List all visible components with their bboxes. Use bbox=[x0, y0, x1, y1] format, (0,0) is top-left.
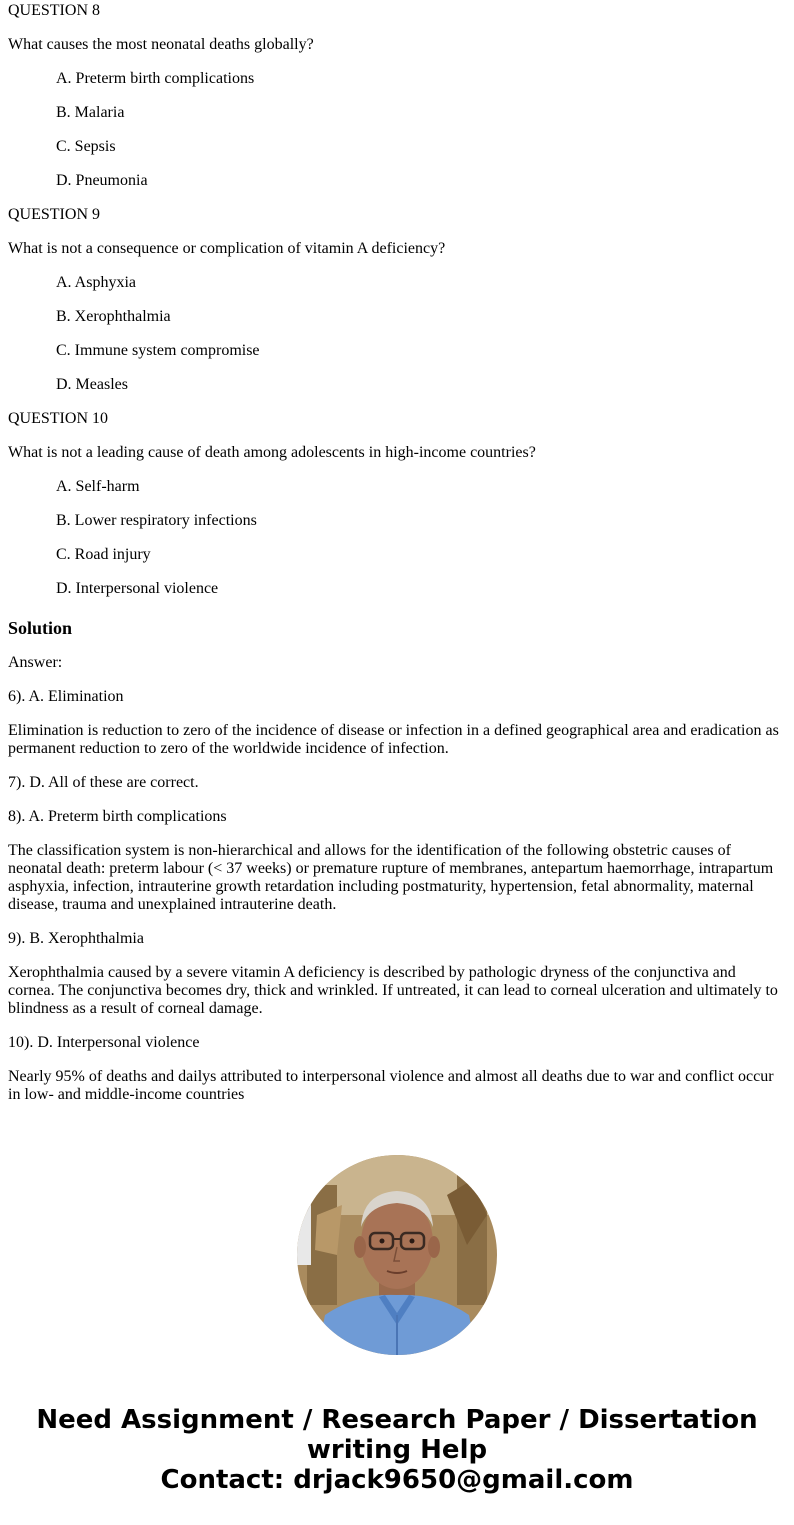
answer-option: A. Asphyxia bbox=[56, 274, 136, 291]
question-heading: QUESTION 8 bbox=[8, 2, 100, 19]
solution-paragraph: 10). D. Interpersonal violence bbox=[8, 1034, 200, 1051]
answer-option: D. Interpersonal violence bbox=[56, 580, 219, 597]
solution-paragraph: 9). B. Xerophthalmia bbox=[8, 930, 144, 947]
answer-option: D. Pneumonia bbox=[56, 172, 148, 189]
solution-paragraph: Elimination is reduction to zero of the incidence of disease or infection in a defined geographical area and eradication as permanent reduction to zero of the worldwide incidence of infection. bbox=[8, 722, 779, 757]
question-heading: QUESTION 10 bbox=[8, 410, 108, 427]
avatar-portrait-icon bbox=[297, 1155, 497, 1355]
solution-paragraph: The classification system is non-hierarchical and allows for the identification of the following obstetric causes of neonatal death: preterm labour (< 37 weeks) or premature rupture of membranes, antepartum haemorrhage, intrapartum asphyxia, infection, intrauterine growth retardation including postmaturity, hypertension, fetal abnormality, maternal disease, trauma and unexplained intrauterine death. bbox=[8, 842, 774, 913]
answer-option: A. Self-harm bbox=[56, 478, 140, 495]
solution-paragraph: 6). A. Elimination bbox=[8, 688, 124, 705]
answer-option: B. Lower respiratory infections bbox=[56, 512, 257, 529]
question-text: What is not a consequence or complication of vitamin A deficiency? bbox=[8, 240, 446, 257]
answer-option: C. Sepsis bbox=[56, 138, 116, 155]
contact-email: Contact: drjack9650@gmail.com bbox=[160, 1465, 634, 1495]
answer-label: Answer: bbox=[8, 654, 63, 671]
answer-option: C. Road injury bbox=[56, 546, 151, 563]
promo-line: writing Help bbox=[306, 1435, 488, 1465]
answer-option: B. Xerophthalmia bbox=[56, 308, 171, 325]
promo-line: Need Assignment / Research Paper / Dissertation bbox=[36, 1405, 758, 1435]
solution-paragraph: Xerophthalmia caused by a severe vitamin A deficiency is described by pathologic dryness of the conjunctiva and cornea. The conjunctiva becomes dry, thick and wrinkled. If untreated, it can lead to corneal ulceration and ultimately to blindness as a result of corneal damage. bbox=[8, 964, 778, 1017]
document-body bbox=[0, 2, 794, 1104]
question-heading: QUESTION 9 bbox=[8, 206, 100, 223]
solution-paragraph: Nearly 95% of deaths and dailys attributed to interpersonal violence and almost all deaths due to war and conflict occur in low- and middle-income countries bbox=[8, 1068, 774, 1103]
answer-option: A. Preterm birth complications bbox=[56, 70, 255, 87]
solution-paragraph: 7). D. All of these are correct. bbox=[8, 774, 199, 791]
author-avatar bbox=[297, 1155, 497, 1355]
promo-footer bbox=[0, 1405, 794, 1495]
question-text: What causes the most neonatal deaths globally? bbox=[8, 36, 314, 53]
question-text: What is not a leading cause of death among adolescents in high-income countries? bbox=[8, 444, 536, 461]
answer-option: C. Immune system compromise bbox=[56, 342, 260, 359]
solution-heading: Solution bbox=[8, 618, 73, 638]
solution-paragraph: 8). A. Preterm birth complications bbox=[8, 808, 227, 825]
answer-option: D. Measles bbox=[56, 376, 128, 393]
answer-option: B. Malaria bbox=[56, 104, 125, 121]
